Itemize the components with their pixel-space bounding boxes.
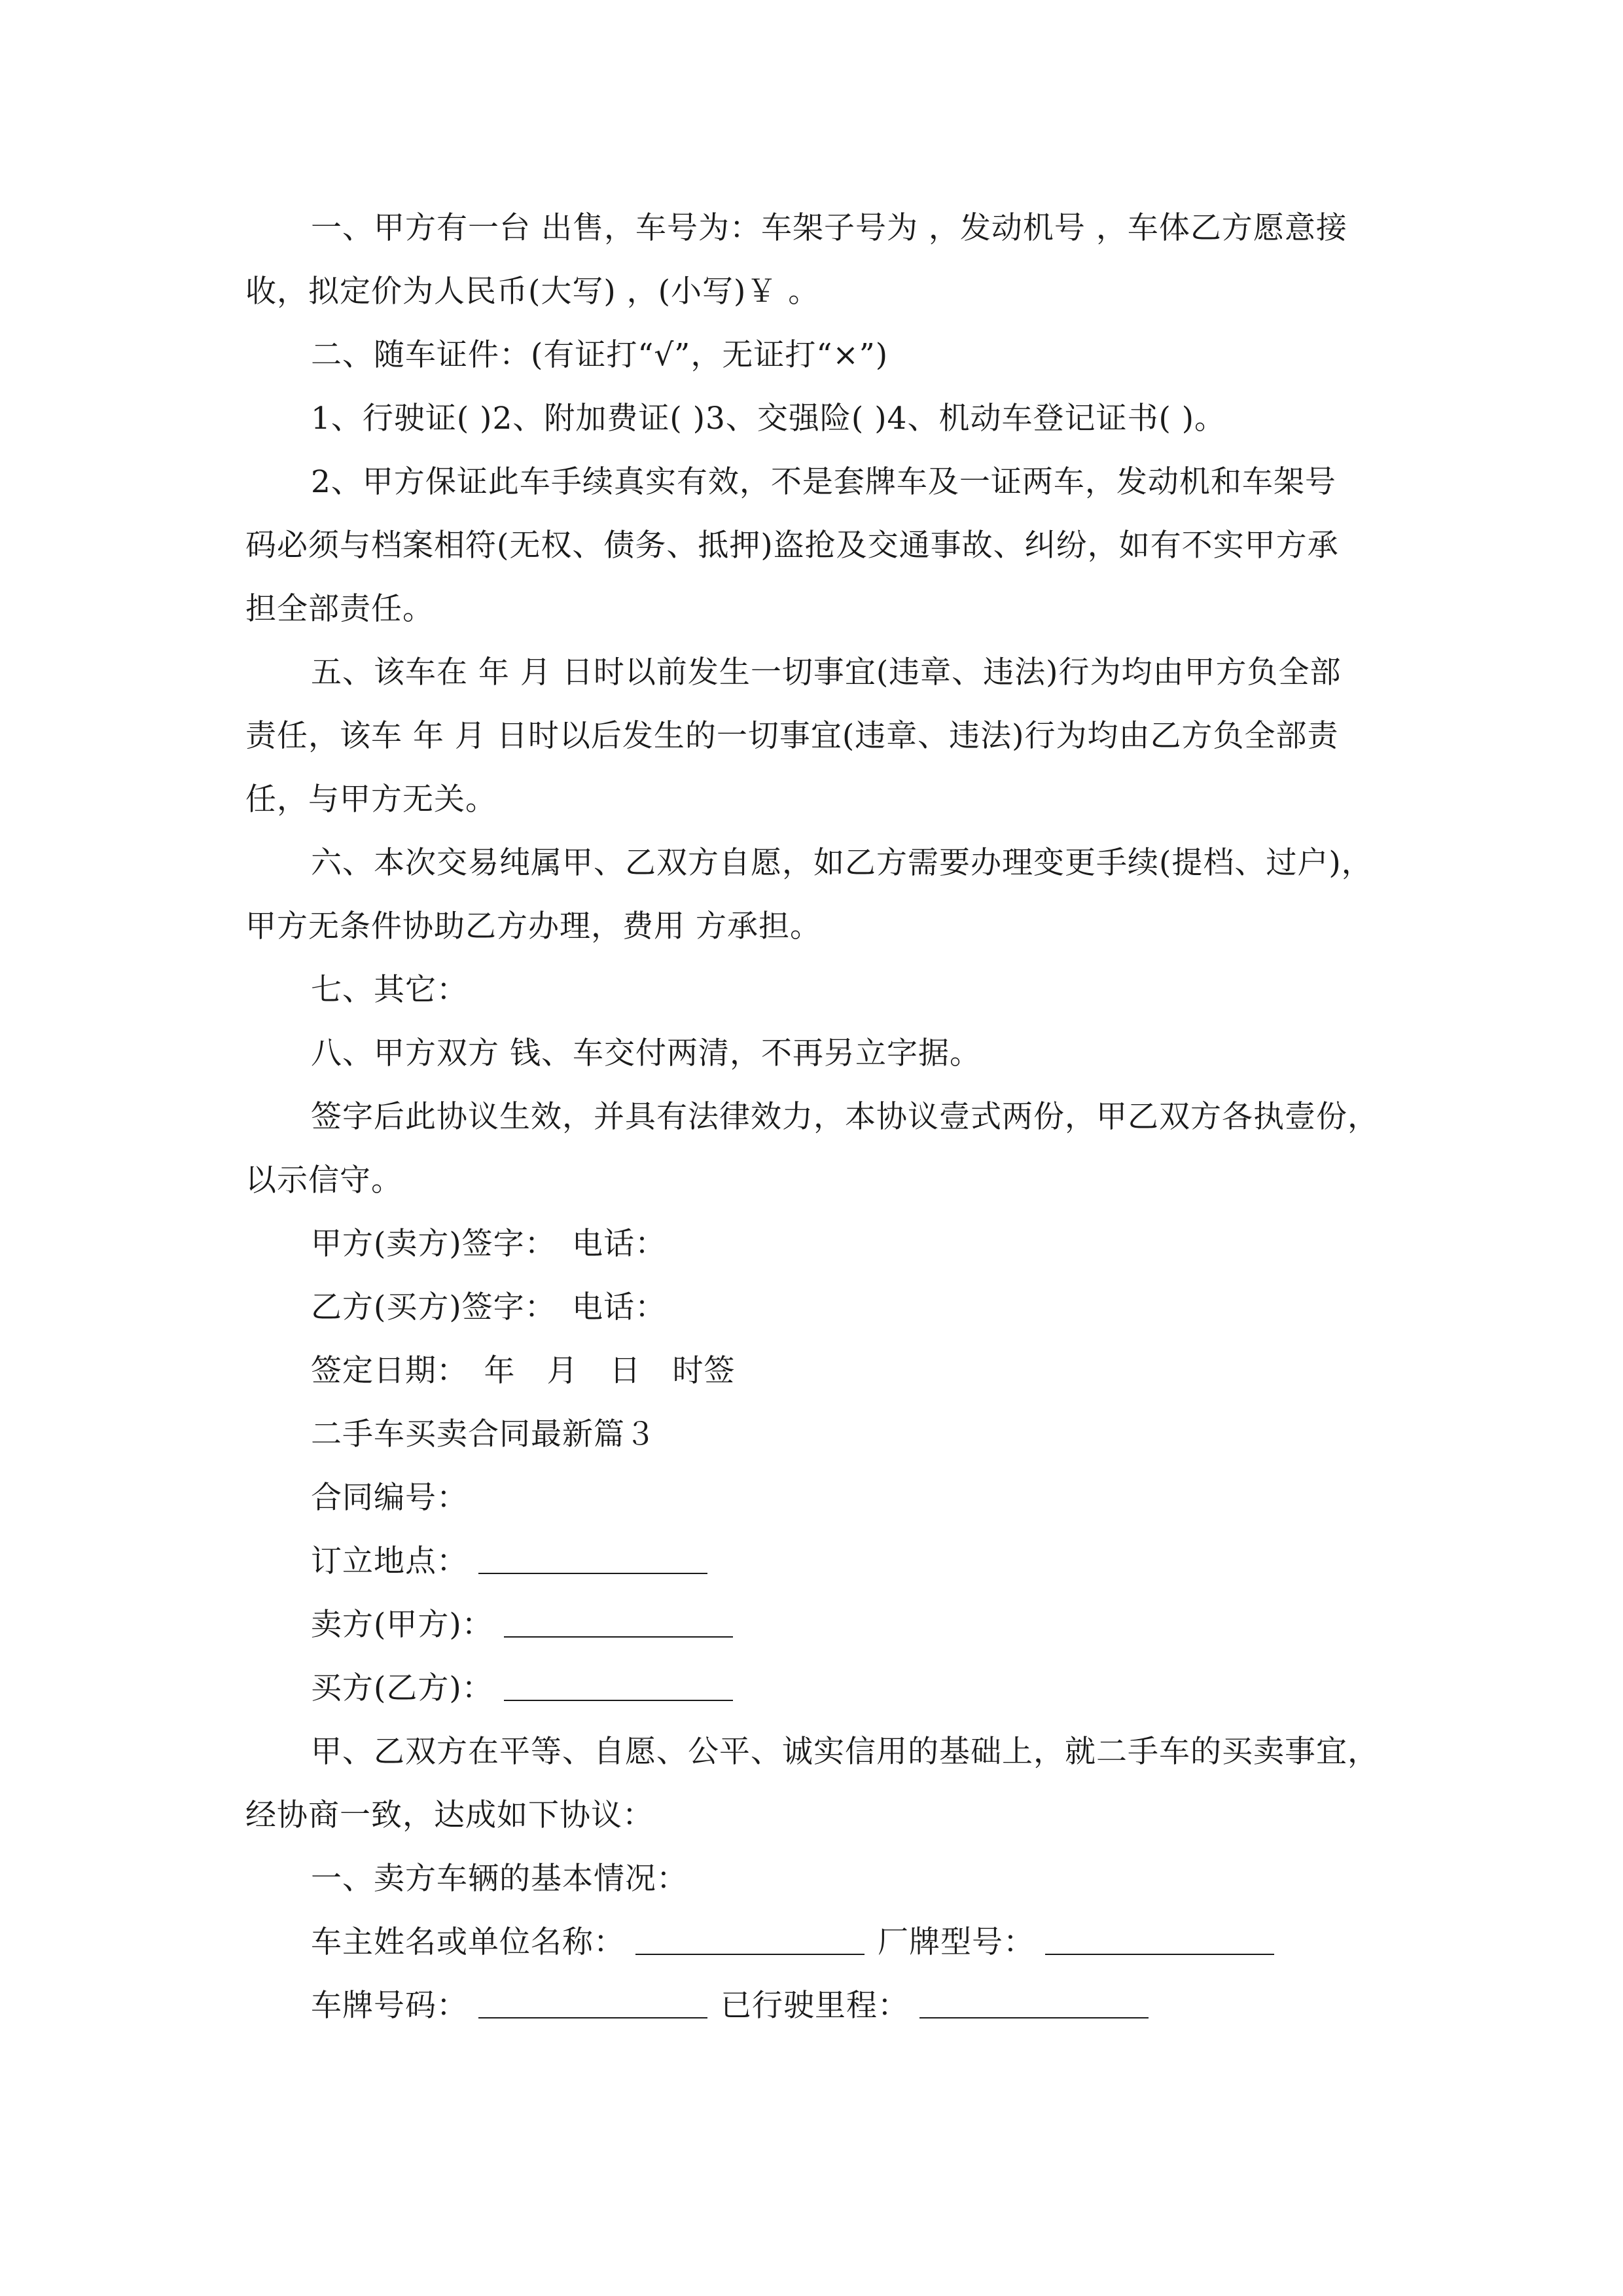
buyer-line xyxy=(245,1657,1384,1720)
agreement-line-2: 经协商一致，达成如下协议： xyxy=(245,1797,654,1833)
para-2-line-1: 二、随车证件：(有证打“√”，无证打“×”) xyxy=(311,337,889,373)
brand-blank[interactable] xyxy=(1045,1934,1274,1955)
para-8-line-1: 八、甲方双方 钱、车交付两清，不再另立字据。 xyxy=(311,1035,981,1071)
plate-blank[interactable] xyxy=(478,1998,707,2018)
para-4-line-2: 码必须与档案相符(无权、债务、抵押)盗抢及交通事故、纠纷，如有不实甲方承 xyxy=(245,528,1339,564)
buyer-blank[interactable] xyxy=(504,1680,733,1701)
signing-date-line: 签定日期： 年 月 日 时签 xyxy=(311,1353,736,1389)
para-5-line-1: 五、该车在 年 月 日时以前发生一切事宜(违章、违法)行为均由甲方负全部 xyxy=(311,655,1342,691)
seller-line xyxy=(245,1593,1384,1657)
document-body xyxy=(245,196,1384,2037)
place-blank[interactable] xyxy=(478,1553,707,1574)
para-5-line-3: 任，与甲方无关。 xyxy=(245,781,497,817)
para-6-line-1: 六、本次交易纯属甲、乙双方自愿，如乙方需要办理变更手续(提档、过户)， xyxy=(311,845,1373,881)
vehicle-heading: 一、卖方车辆的基本情况： xyxy=(311,1861,688,1897)
section-heading: 二手车买卖合同最新篇３ xyxy=(311,1416,656,1452)
contract-number-line: 合同编号： xyxy=(311,1480,468,1516)
seller-blank[interactable] xyxy=(504,1617,733,1638)
owner-brand-line xyxy=(245,1910,1384,1974)
para-5-line-2: 责任，该车 年 月 日时以后发生的一切事宜(违章、违法)行为均由乙方负全部责 xyxy=(245,718,1339,754)
para-1-line-2: 收，拟定价为人民币(大写) ，(小写)￥ 。 xyxy=(245,274,820,310)
buyer-label: 买方(乙方)： xyxy=(311,1670,493,1706)
para-6-line-2: 甲方无条件协助乙方办理，费用 方承担。 xyxy=(245,908,821,944)
mileage-label: 已行驶里程： xyxy=(721,1988,909,2024)
seller-signature-line: 甲方(卖方)签字： 电话： xyxy=(311,1226,667,1262)
para-9-line-1: 签字后此协议生效，并具有法律效力，本协议壹式两份，甲乙双方各执壹份， xyxy=(311,1099,1379,1135)
place-label: 订立地点： xyxy=(311,1543,468,1579)
buyer-signature-line: 乙方(买方)签字： 电话： xyxy=(311,1289,667,1325)
owner-label: 车主姓名或单位名称： xyxy=(311,1924,625,1960)
para-9-line-2: 以示信守。 xyxy=(245,1162,402,1198)
para-4-line-3: 担全部责任。 xyxy=(245,591,434,627)
para-4-line-1: 2、甲方保证此车手续真实有效，不是套牌车及一证两车，发动机和车架号 xyxy=(311,464,1336,500)
owner-blank[interactable] xyxy=(635,1934,865,1955)
agreement-line-1: 甲、乙双方在平等、自愿、公平、诚实信用的基础上，就二手车的买卖事宜， xyxy=(311,1734,1379,1770)
para-7-line-1: 七、其它： xyxy=(311,972,468,1008)
para-1-line-1: 一、甲方有一台 出售，车号为：车架子号为 ，发动机号 ，车体乙方愿意接 xyxy=(311,210,1347,246)
para-3-line-1: 1、行驶证( )2、附加费证( )3、交强险( )4、机动车登记证书( )。 xyxy=(311,401,1226,437)
seller-label: 卖方(甲方)： xyxy=(311,1607,493,1643)
mileage-blank[interactable] xyxy=(919,1998,1149,2018)
plate-mileage-line xyxy=(245,1974,1384,2037)
place-line xyxy=(245,1530,1384,1593)
plate-label: 车牌号码： xyxy=(311,1988,468,2024)
brand-label: 厂牌型号： xyxy=(878,1924,1035,1960)
